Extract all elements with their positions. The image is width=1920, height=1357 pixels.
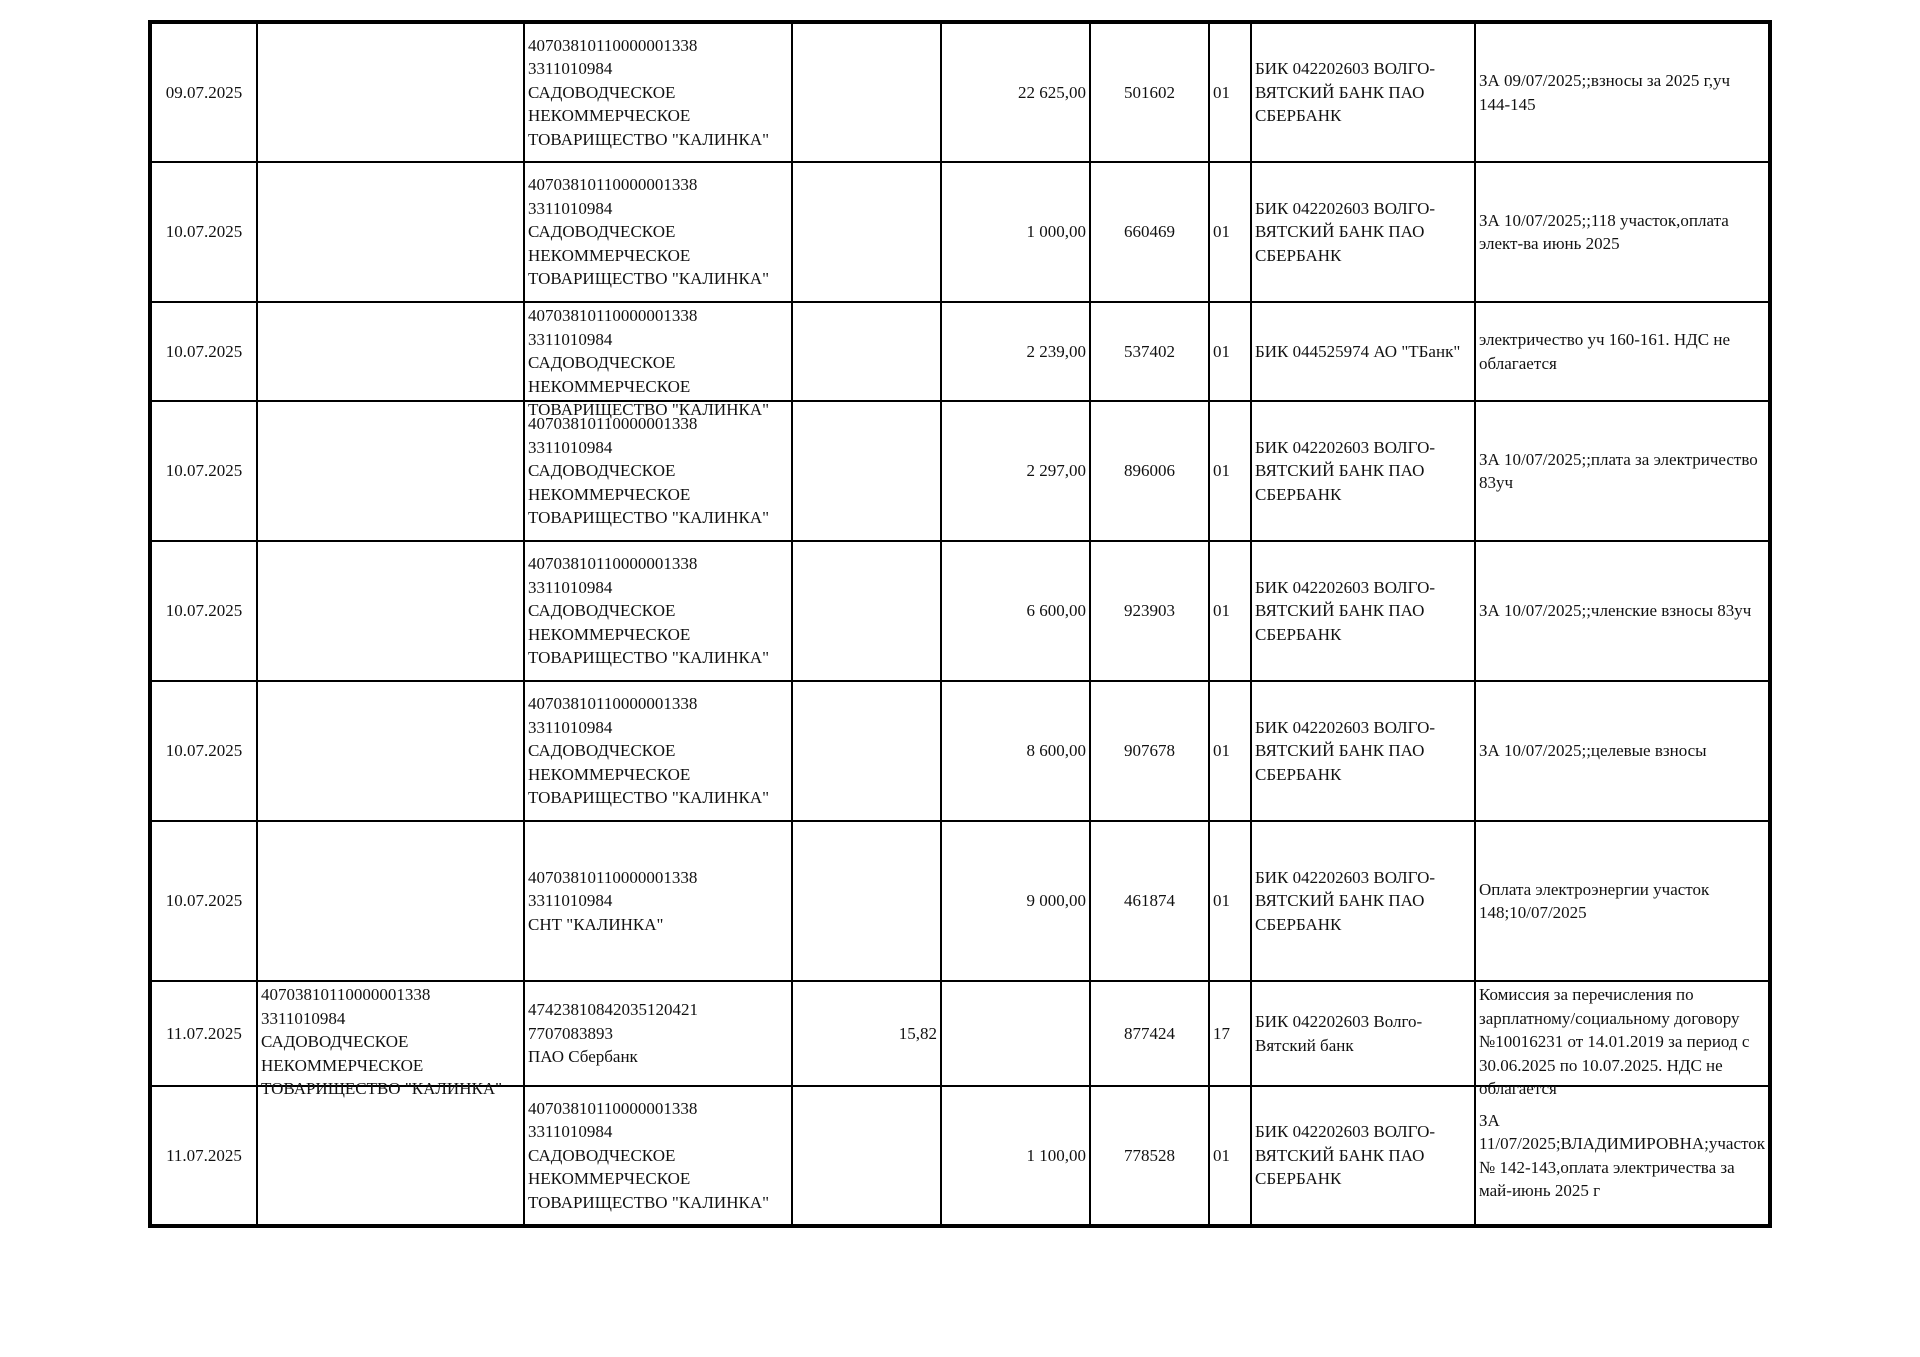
recipient-line: 40703810110000001338: [528, 554, 698, 574]
recipient-line: 40703810110000001338: [528, 694, 698, 714]
recipient-line: 47423810842035120421: [528, 1000, 698, 1020]
recipient-cell: [524, 162, 792, 302]
date-cell: 10.07.2025: [150, 681, 257, 821]
recipient-line: НЕКОММЕРЧЕСКОЕ: [528, 376, 691, 396]
payer-line: САДОВОДЧЕСКОЕ: [261, 1032, 409, 1051]
credit-cell: 1 100,00: [941, 1086, 1090, 1226]
recipient-line: 40703810110000001338: [528, 867, 698, 887]
bank-cell: [1251, 981, 1475, 1086]
credit-cell: 8 600,00: [941, 681, 1090, 821]
recipient-line: НЕКОММЕРЧЕСКОЕ: [528, 764, 691, 784]
recipient-line: ТОВАРИЩЕСТВО "КАЛИНКА": [528, 269, 770, 289]
bank-text: БИК 042202603 ВОЛГО-ВЯТСКИЙ БАНК ПАО СБЕРБАНК: [1255, 437, 1436, 504]
recipient-cell: [524, 981, 792, 1086]
payer-cell: [257, 981, 524, 1098]
debit-cell: [792, 162, 941, 302]
payment-purpose-cell: [1475, 681, 1770, 821]
credit-cell: [941, 981, 1090, 1086]
recipient-line: 40703810110000001338: [528, 306, 698, 325]
bank-cell: [1251, 681, 1475, 821]
table-row: [150, 401, 1770, 541]
table-row: [150, 22, 1770, 162]
recipient-line: ТОВАРИЩЕСТВО "КАЛИНКА": [528, 788, 770, 808]
operation-code-cell: 01: [1209, 1086, 1251, 1226]
operation-code-cell: 01: [1209, 162, 1251, 302]
bank-text: БИК 042202603 ВОЛГО-ВЯТСКИЙ БАНК ПАО СБЕРБАНК: [1255, 59, 1436, 126]
date-cell: 10.07.2025: [150, 401, 257, 541]
payment-purpose-cell: [1475, 401, 1770, 541]
purpose-text: ЗА 11/07/2025;ВЛАДИМИРОВНА;участок № 142-143,оплата электричества за май-июнь 2025 г: [1479, 1110, 1765, 1200]
payer-cell: [257, 681, 524, 821]
credit-cell: 2 297,00: [941, 401, 1090, 541]
debit-cell: [792, 1086, 941, 1226]
payer-cell: [257, 401, 524, 541]
bank-text: БИК 042202603 ВОЛГО-ВЯТСКИЙ БАНК ПАО СБЕРБАНК: [1255, 577, 1436, 644]
recipient-cell: [524, 541, 792, 681]
table-row: [150, 981, 1770, 1086]
date-cell: 10.07.2025: [150, 302, 257, 401]
recipient-line: 3311010984: [528, 717, 613, 737]
bank-cell: [1251, 302, 1475, 401]
bank-text: БИК 042202603 ВОЛГО-ВЯТСКИЙ БАНК ПАО СБЕРБАНК: [1255, 717, 1436, 784]
recipient-cell: [524, 821, 792, 981]
recipient-cell: [524, 302, 792, 419]
payment-purpose-cell: [1475, 302, 1770, 401]
table-row: [150, 162, 1770, 302]
bank-text: БИК 042202603 Волго-Вятский банк: [1255, 1012, 1423, 1055]
operation-code-cell: 01: [1209, 821, 1251, 981]
debit-cell: [792, 401, 941, 541]
bank-text: БИК 044525974 АО "ТБанк": [1255, 341, 1461, 361]
recipient-line: 7707083893: [528, 1023, 613, 1043]
payer-cell: [257, 162, 524, 302]
bank-text: БИК 042202603 ВОЛГО-ВЯТСКИЙ БАНК ПАО СБЕРБАНК: [1255, 198, 1436, 265]
date-cell: 11.07.2025: [150, 981, 257, 1086]
purpose-text: ЗА 10/07/2025;;целевые взносы: [1479, 741, 1707, 761]
recipient-line: НЕКОММЕРЧЕСКОЕ: [528, 484, 691, 504]
debit-cell: 15,82: [792, 981, 941, 1086]
recipient-line: ТОВАРИЩЕСТВО "КАЛИНКА": [528, 129, 770, 149]
recipient-line: 3311010984: [528, 577, 613, 597]
operation-code-cell: 01: [1209, 681, 1251, 821]
bank-cell: [1251, 1086, 1475, 1226]
purpose-text: электричество уч 160-161. НДС не облагается: [1479, 330, 1731, 373]
bank-cell: [1251, 821, 1475, 981]
document-number-cell: 501602: [1090, 22, 1209, 162]
payer-cell: [257, 1086, 524, 1226]
recipient-line: 3311010984: [528, 891, 613, 911]
credit-cell: 2 239,00: [941, 302, 1090, 401]
recipient-cell: [524, 1086, 792, 1226]
credit-cell: 22 625,00: [941, 22, 1090, 162]
payer-line: 3311010984: [261, 1008, 346, 1028]
recipient-line: САДОВОДЧЕСКОЕ: [528, 222, 676, 242]
date-cell: 10.07.2025: [150, 541, 257, 681]
recipient-cell: [524, 401, 792, 541]
bank-text: БИК 042202603 ВОЛГО-ВЯТСКИЙ БАНК ПАО СБЕРБАНК: [1255, 867, 1436, 934]
date-cell: 10.07.2025: [150, 162, 257, 302]
payer-line: НЕКОММЕРЧЕСКОЕ: [261, 1055, 424, 1075]
debit-cell: [792, 821, 941, 981]
table-row: [150, 1086, 1770, 1226]
purpose-text: ЗА 10/07/2025;;членские взносы 83уч: [1479, 601, 1752, 621]
statement-table: [148, 20, 1772, 1228]
table-row: [150, 821, 1770, 981]
document-number-cell: 461874: [1090, 821, 1209, 981]
recipient-line: 3311010984: [528, 437, 613, 457]
table-row: [150, 681, 1770, 821]
recipient-line: САДОВОДЧЕСКОЕ: [528, 1145, 676, 1165]
document-number-cell: 537402: [1090, 302, 1209, 401]
date-cell: 09.07.2025: [150, 22, 257, 162]
recipient-line: САДОВОДЧЕСКОЕ: [528, 601, 676, 621]
purpose-text: Комиссия за перечисления по зарплатному/социальному договору №10016231 от 14.01.2019 за период с 30.06.2025 по 10.07.2025. НДС не облагается: [1479, 985, 1750, 1098]
document-number-cell: 660469: [1090, 162, 1209, 302]
recipient-line: НЕКОММЕРЧЕСКОЕ: [528, 245, 691, 265]
recipient-cell: [524, 681, 792, 821]
payment-purpose-cell: [1475, 981, 1770, 1098]
table-row: [150, 541, 1770, 681]
recipient-line: 3311010984: [528, 329, 613, 349]
purpose-text: Оплата электроэнергии участок 148;10/07/2025: [1479, 879, 1710, 922]
debit-cell: [792, 541, 941, 681]
document-number-cell: 923903: [1090, 541, 1209, 681]
purpose-text: ЗА 10/07/2025;;118 участок,оплата элект-ва июнь 2025: [1479, 210, 1729, 253]
payer-cell: [257, 302, 524, 401]
operation-code-cell: 17: [1209, 981, 1251, 1086]
payment-purpose-cell: [1475, 1086, 1770, 1226]
payment-purpose-cell: [1475, 821, 1770, 981]
bank-cell: [1251, 22, 1475, 162]
recipient-line: САДОВОДЧЕСКОЕ: [528, 82, 676, 102]
debit-cell: [792, 681, 941, 821]
operation-code-cell: 01: [1209, 22, 1251, 162]
document-number-cell: 896006: [1090, 401, 1209, 541]
recipient-line: ТОВАРИЩЕСТВО "КАЛИНКА": [528, 1192, 770, 1212]
table-row: [150, 302, 1770, 401]
payer-cell: [257, 541, 524, 681]
payer-line: 40703810110000001338: [261, 985, 431, 1004]
recipient-line: 40703810110000001338: [528, 414, 698, 434]
recipient-line: 3311010984: [528, 1122, 613, 1142]
credit-cell: 6 600,00: [941, 541, 1090, 681]
document-number-cell: 907678: [1090, 681, 1209, 821]
debit-cell: [792, 22, 941, 162]
recipient-line: САДОВОДЧЕСКОЕ: [528, 353, 676, 372]
recipient-line: ПАО Сбербанк: [528, 1047, 638, 1067]
document-number-cell: 778528: [1090, 1086, 1209, 1226]
recipient-line: ТОВАРИЩЕСТВО "КАЛИНКА": [528, 400, 770, 419]
payment-purpose-cell: [1475, 162, 1770, 302]
bank-cell: [1251, 401, 1475, 541]
payment-purpose-cell: [1475, 22, 1770, 162]
recipient-line: ТОВАРИЩЕСТВО "КАЛИНКА": [528, 648, 770, 668]
recipient-line: САДОВОДЧЕСКОЕ: [528, 741, 676, 761]
document-number-cell: 877424: [1090, 981, 1209, 1086]
purpose-text: ЗА 10/07/2025;;плата за электричество 83уч: [1479, 449, 1758, 492]
bank-text: БИК 042202603 ВОЛГО-ВЯТСКИЙ БАНК ПАО СБЕРБАНК: [1255, 1122, 1436, 1189]
statement-rows: [150, 22, 1770, 1226]
recipient-line: 40703810110000001338: [528, 35, 698, 55]
operation-code-cell: 01: [1209, 541, 1251, 681]
recipient-line: 3311010984: [528, 198, 613, 218]
bank-cell: [1251, 541, 1475, 681]
recipient-line: СНТ "КАЛИНКА": [528, 914, 664, 934]
bank-cell: [1251, 162, 1475, 302]
operation-code-cell: 01: [1209, 302, 1251, 401]
recipient-line: 40703810110000001338: [528, 1098, 698, 1118]
date-cell: 10.07.2025: [150, 821, 257, 981]
recipient-line: САДОВОДЧЕСКОЕ: [528, 461, 676, 481]
payer-cell: [257, 821, 524, 981]
recipient-line: НЕКОММЕРЧЕСКОЕ: [528, 106, 691, 126]
recipient-line: НЕКОММЕРЧЕСКОЕ: [528, 624, 691, 644]
credit-cell: 1 000,00: [941, 162, 1090, 302]
recipient-line: 40703810110000001338: [528, 175, 698, 195]
date-cell: 11.07.2025: [150, 1086, 257, 1226]
payment-purpose-cell: [1475, 541, 1770, 681]
recipient-cell: [524, 22, 792, 162]
recipient-line: ТОВАРИЩЕСТВО "КАЛИНКА": [528, 508, 770, 528]
payer-line: ТОВАРИЩЕСТВО "КАЛИНКА": [261, 1079, 503, 1098]
statement-sheet: [148, 20, 1772, 1228]
recipient-line: 3311010984: [528, 59, 613, 79]
payer-cell: [257, 22, 524, 162]
operation-code-cell: 01: [1209, 401, 1251, 541]
debit-cell: [792, 302, 941, 401]
credit-cell: 9 000,00: [941, 821, 1090, 981]
recipient-line: НЕКОММЕРЧЕСКОЕ: [528, 1169, 691, 1189]
purpose-text: ЗА 09/07/2025;;взносы за 2025 г,уч 144-145: [1479, 71, 1731, 114]
